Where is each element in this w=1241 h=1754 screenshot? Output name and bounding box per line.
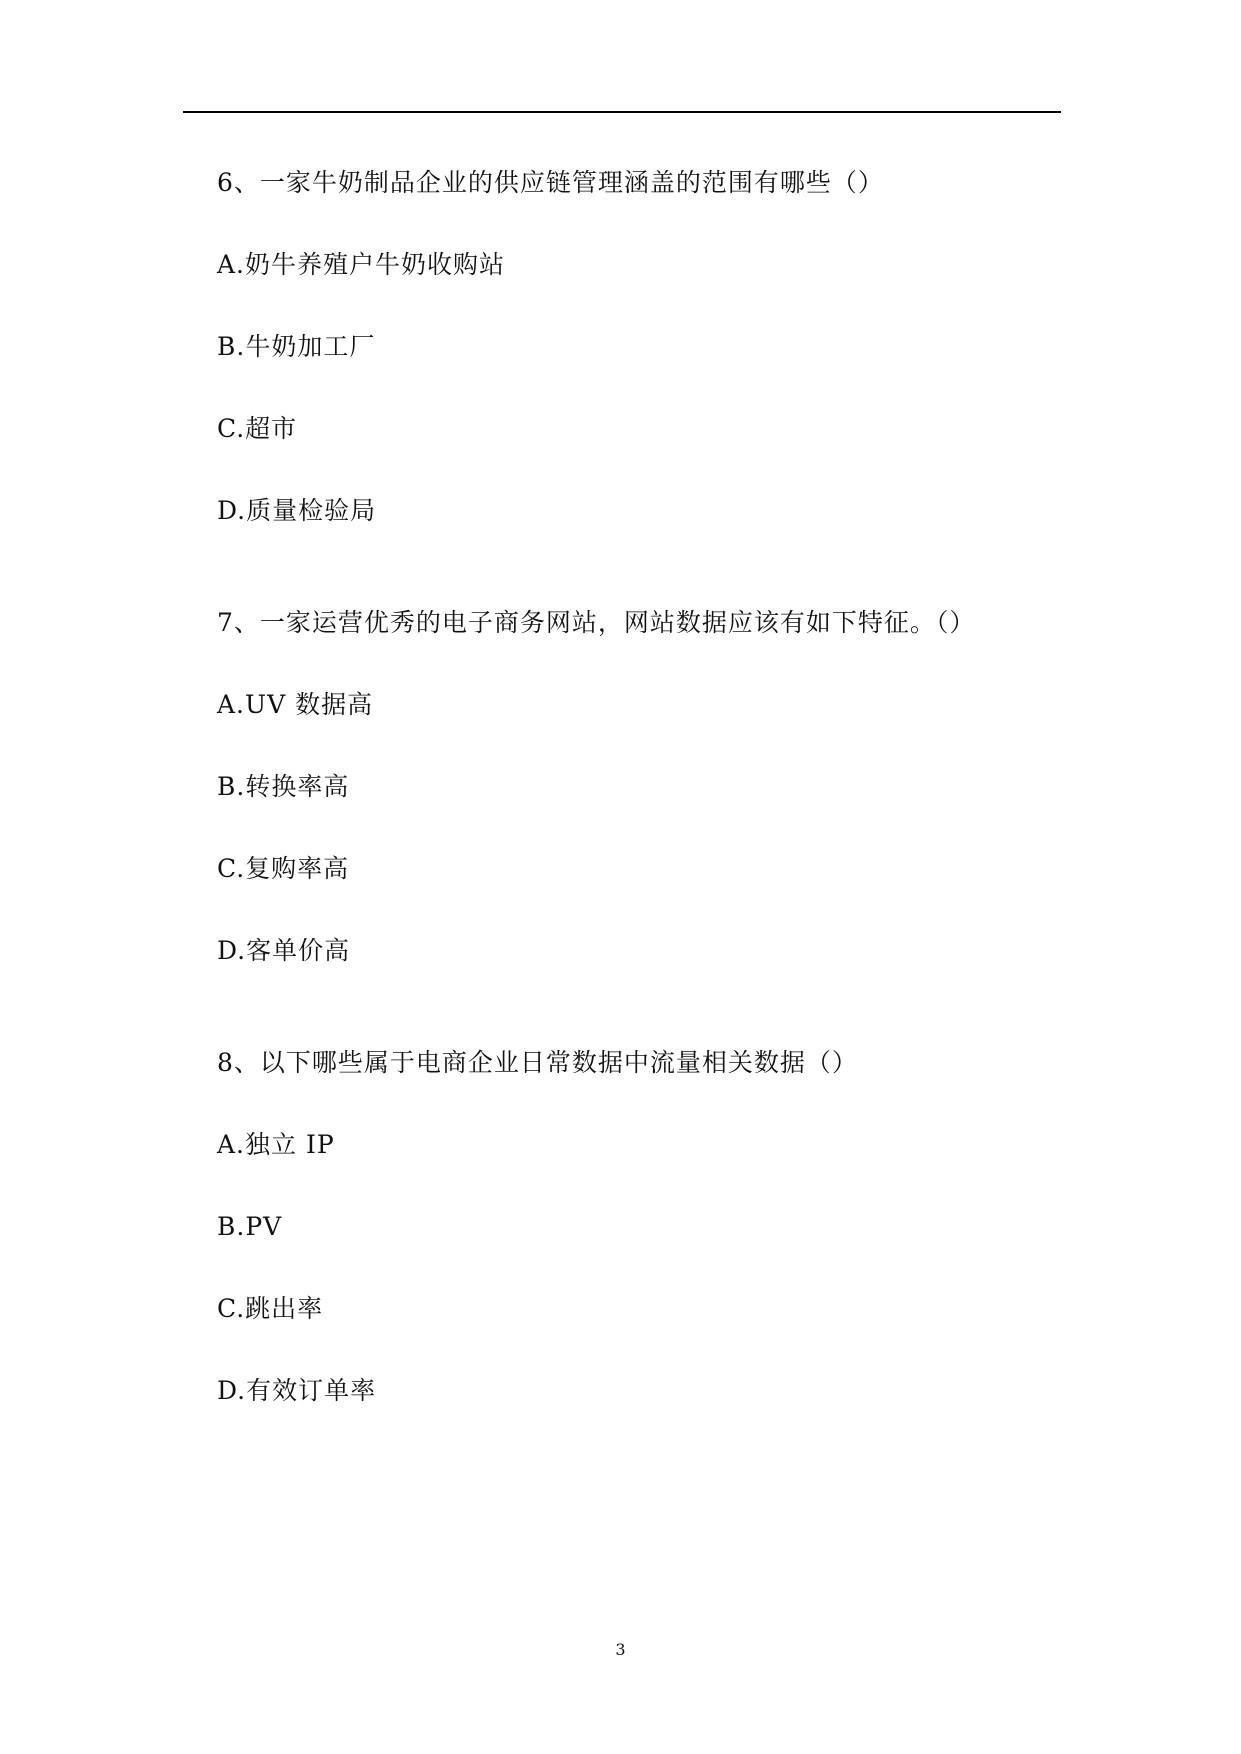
question-stem: 6、一家牛奶制品企业的供应链管理涵盖的范围有哪些（） xyxy=(217,168,884,197)
option-c: C.跳出率 xyxy=(217,1294,324,1323)
question-8 xyxy=(217,1048,1077,1406)
option-b: B.PV xyxy=(217,1212,283,1241)
option-c: C.超市 xyxy=(217,414,298,443)
page-number: 3 xyxy=(615,1640,626,1659)
header-rule xyxy=(183,111,1061,113)
question-7 xyxy=(217,608,1077,966)
option-d: D.客单价高 xyxy=(217,936,351,965)
option-b: B.牛奶加工厂 xyxy=(217,332,376,361)
option-a: A.UV 数据高 xyxy=(217,690,374,719)
option-a: A.奶牛养殖户牛奶收购站 xyxy=(217,250,506,279)
option-c: C.复购率高 xyxy=(217,854,350,883)
option-b: B.转换率高 xyxy=(217,772,350,801)
question-stem: 7、一家运营优秀的电子商务网站，网站数据应该有如下特征。（） xyxy=(217,608,976,637)
option-d: D.质量检验局 xyxy=(217,496,377,525)
question-stem: 8、以下哪些属于电商企业日常数据中流量相关数据（） xyxy=(217,1048,858,1077)
option-a: A.独立 IP xyxy=(217,1130,335,1159)
question-6 xyxy=(217,168,1077,526)
option-d: D.有效订单率 xyxy=(217,1376,377,1405)
question-list xyxy=(217,168,1077,1406)
